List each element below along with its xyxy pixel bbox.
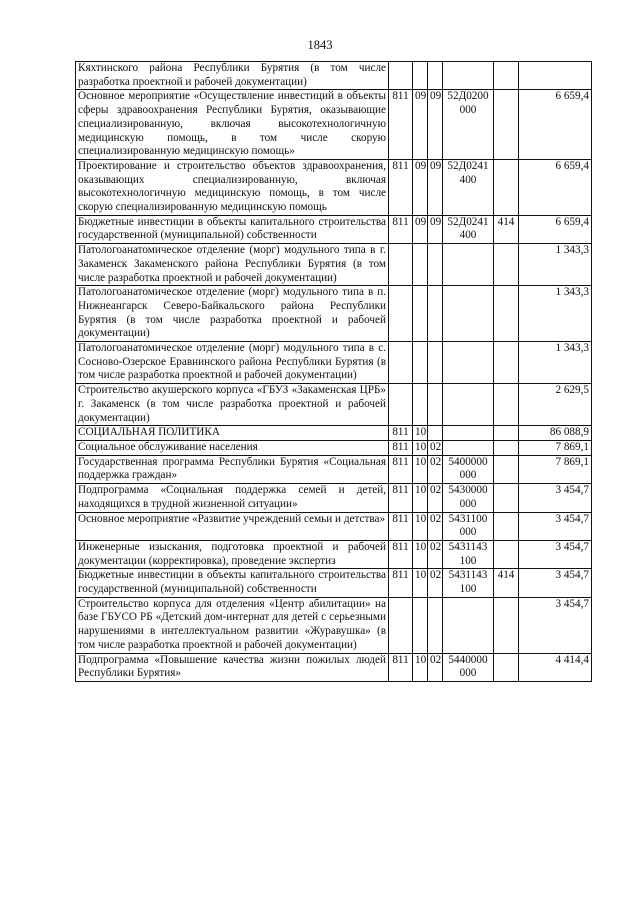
section-code: 10	[413, 455, 428, 483]
row-name: Бюджетные инвестиции в объекты капитального строительства государственной (муниципальной) собственности	[76, 569, 389, 597]
section-code	[413, 597, 428, 653]
table-row	[76, 159, 592, 215]
amount: 3 454,7	[519, 597, 592, 653]
target-article-code: 52Д0200 000	[443, 90, 494, 160]
ministry-code: 811	[389, 440, 413, 455]
section-code	[413, 244, 428, 286]
budget-table	[75, 61, 592, 682]
subsection-code: 02	[428, 484, 443, 512]
subsection-code	[428, 286, 443, 342]
section-code: 10	[413, 426, 428, 441]
table-row	[76, 62, 592, 90]
expense-type-code	[494, 426, 519, 441]
expense-type-code	[494, 384, 519, 426]
section-code: 10	[413, 540, 428, 568]
expense-type-code	[494, 90, 519, 160]
target-article-code: 5400000 000	[443, 455, 494, 483]
target-article-code: 5431143 100	[443, 569, 494, 597]
expense-type-code	[494, 597, 519, 653]
row-name: Подпрограмма «Повышение качества жизни пожилых людей Республики Бурятия»	[76, 653, 389, 681]
table-row	[76, 653, 592, 681]
subsection-code	[428, 342, 443, 384]
target-article-code	[443, 342, 494, 384]
target-article-code: 52Д0241 400	[443, 159, 494, 215]
ministry-code: 811	[389, 540, 413, 568]
table-row	[76, 597, 592, 653]
expense-type-code	[494, 62, 519, 90]
subsection-code: 02	[428, 512, 443, 540]
amount: 7 869,1	[519, 455, 592, 483]
table-row	[76, 286, 592, 342]
row-name: Патологоанатомическое отделение (морг) модульного типа в г. Закаменск Закаменского района Республики Бурятия (в том числе разработка проектной и рабочей документации)	[76, 244, 389, 286]
ministry-code: 811	[389, 159, 413, 215]
ministry-code: 811	[389, 569, 413, 597]
table-row	[76, 484, 592, 512]
subsection-code: 02	[428, 455, 443, 483]
amount: 4 414,4	[519, 653, 592, 681]
ministry-code: 811	[389, 653, 413, 681]
amount: 86 088,9	[519, 426, 592, 441]
amount: 3 454,7	[519, 569, 592, 597]
target-article-code	[443, 426, 494, 441]
budget-table-body	[76, 62, 592, 682]
table-row	[76, 540, 592, 568]
expense-type-code	[494, 484, 519, 512]
row-name: Государственная программа Республики Бурятия «Социальная поддержка граждан»	[76, 455, 389, 483]
row-name: Строительство корпуса для отделения «Центр абилитации» на базе ГБУСО РБ «Детский дом-интернат для детей с серьезными нарушениями в интеллектуальном развитии «Журавушка» (в том числе разработка проектной и рабочей документации)	[76, 597, 389, 653]
subsection-code: 02	[428, 440, 443, 455]
subsection-code: 02	[428, 569, 443, 597]
subsection-code: 09	[428, 215, 443, 243]
row-name: Инженерные изыскания, подготовка проектной и рабочей документации (корректировка), проведение экспертиз	[76, 540, 389, 568]
amount: 6 659,4	[519, 215, 592, 243]
table-row	[76, 440, 592, 455]
section-code	[413, 384, 428, 426]
row-name: Бюджетные инвестиции в объекты капитального строительства государственной (муниципальной) собственности	[76, 215, 389, 243]
subsection-code	[428, 384, 443, 426]
expense-type-code	[494, 455, 519, 483]
target-article-code	[443, 62, 494, 90]
subsection-code: 09	[428, 159, 443, 215]
table-row	[76, 244, 592, 286]
table-row	[76, 455, 592, 483]
target-article-code	[443, 597, 494, 653]
target-article-code: 5431143 100	[443, 540, 494, 568]
amount: 3 454,7	[519, 540, 592, 568]
amount: 6 659,4	[519, 90, 592, 160]
ministry-code	[389, 342, 413, 384]
row-name: Патологоанатомическое отделение (морг) модульного типа в с. Сосново-Озерское Еравнинского района Республики Бурятия (в том числе разработка проектной и рабочей документации)	[76, 342, 389, 384]
page-number: 1843	[307, 38, 333, 52]
subsection-code: 02	[428, 540, 443, 568]
section-code: 10	[413, 440, 428, 455]
expense-type-code	[494, 159, 519, 215]
table-row	[76, 215, 592, 243]
amount: 1 343,3	[519, 244, 592, 286]
ministry-code	[389, 244, 413, 286]
amount: 7 869,1	[519, 440, 592, 455]
section-code: 09	[413, 90, 428, 160]
expense-type-code	[494, 244, 519, 286]
target-article-code: 52Д0241 400	[443, 215, 494, 243]
row-name: Подпрограмма «Социальная поддержка семей и детей, находящихся в трудной жизненной ситуации»	[76, 484, 389, 512]
ministry-code: 811	[389, 90, 413, 160]
row-name: Основное мероприятие «Осуществление инвестиций в объекты сферы здравоохранения Республики Бурятия, оказывающие специализированную, включая высокотехнологичную медицинскую помощь, в том числе скорую специализированную медицинскую помощь»	[76, 90, 389, 160]
expense-type-code	[494, 540, 519, 568]
amount: 3 454,7	[519, 484, 592, 512]
section-code: 10	[413, 484, 428, 512]
expense-type-code	[494, 653, 519, 681]
subsection-code: 09	[428, 90, 443, 160]
target-article-code: 5430000 000	[443, 484, 494, 512]
ministry-code	[389, 62, 413, 90]
table-row	[76, 342, 592, 384]
section-code	[413, 342, 428, 384]
row-name: Социальное обслуживание населения	[76, 440, 389, 455]
amount: 1 343,3	[519, 342, 592, 384]
expense-type-code	[494, 342, 519, 384]
subsection-code: 02	[428, 653, 443, 681]
amount: 1 343,3	[519, 286, 592, 342]
expense-type-code: 414	[494, 215, 519, 243]
ministry-code	[389, 384, 413, 426]
row-name: Кяхтинского района Республики Бурятия (в том числе разработка проектной и рабочей документации)	[76, 62, 389, 90]
section-code	[413, 286, 428, 342]
row-name: Патологоанатомическое отделение (морг) модульного типа в п. Нижнеангарск Северо-Байкальского района Республики Бурятия (в том числе разработка проектной и рабочей документации)	[76, 286, 389, 342]
target-article-code	[443, 286, 494, 342]
table-row	[76, 569, 592, 597]
subsection-code	[428, 62, 443, 90]
ministry-code: 811	[389, 215, 413, 243]
section-code: 10	[413, 512, 428, 540]
ministry-code: 811	[389, 426, 413, 441]
ministry-code: 811	[389, 512, 413, 540]
target-article-code: 5431100 000	[443, 512, 494, 540]
row-name: Строительство акушерского корпуса «ГБУЗ «Закаменская ЦРБ» г. Закаменск (в том числе разработка проектной и рабочей документации)	[76, 384, 389, 426]
expense-type-code	[494, 440, 519, 455]
table-row	[76, 512, 592, 540]
section-code	[413, 62, 428, 90]
expense-type-code	[494, 512, 519, 540]
target-article-code	[443, 440, 494, 455]
row-name: Основное мероприятие «Развитие учреждений семьи и детства»	[76, 512, 389, 540]
subsection-code	[428, 597, 443, 653]
row-name: СОЦИАЛЬНАЯ ПОЛИТИКА	[76, 426, 389, 441]
target-article-code: 5440000 000	[443, 653, 494, 681]
table-row	[76, 384, 592, 426]
table-row	[76, 426, 592, 441]
section-code: 10	[413, 569, 428, 597]
section-code: 09	[413, 159, 428, 215]
section-code: 10	[413, 653, 428, 681]
amount	[519, 62, 592, 90]
section-code: 09	[413, 215, 428, 243]
target-article-code	[443, 244, 494, 286]
row-name: Проектирование и строительство объектов здравоохранения, оказывающих специализированную, включая высокотехнологичную медицинскую помощь, в том числе скорую специализированную медицинскую помощь	[76, 159, 389, 215]
ministry-code: 811	[389, 484, 413, 512]
expense-type-code	[494, 286, 519, 342]
expense-type-code: 414	[494, 569, 519, 597]
target-article-code	[443, 384, 494, 426]
ministry-code	[389, 597, 413, 653]
amount: 2 629,5	[519, 384, 592, 426]
amount: 3 454,7	[519, 512, 592, 540]
ministry-code: 811	[389, 455, 413, 483]
table-row	[76, 90, 592, 160]
amount: 6 659,4	[519, 159, 592, 215]
subsection-code	[428, 244, 443, 286]
ministry-code	[389, 286, 413, 342]
subsection-code	[428, 426, 443, 441]
